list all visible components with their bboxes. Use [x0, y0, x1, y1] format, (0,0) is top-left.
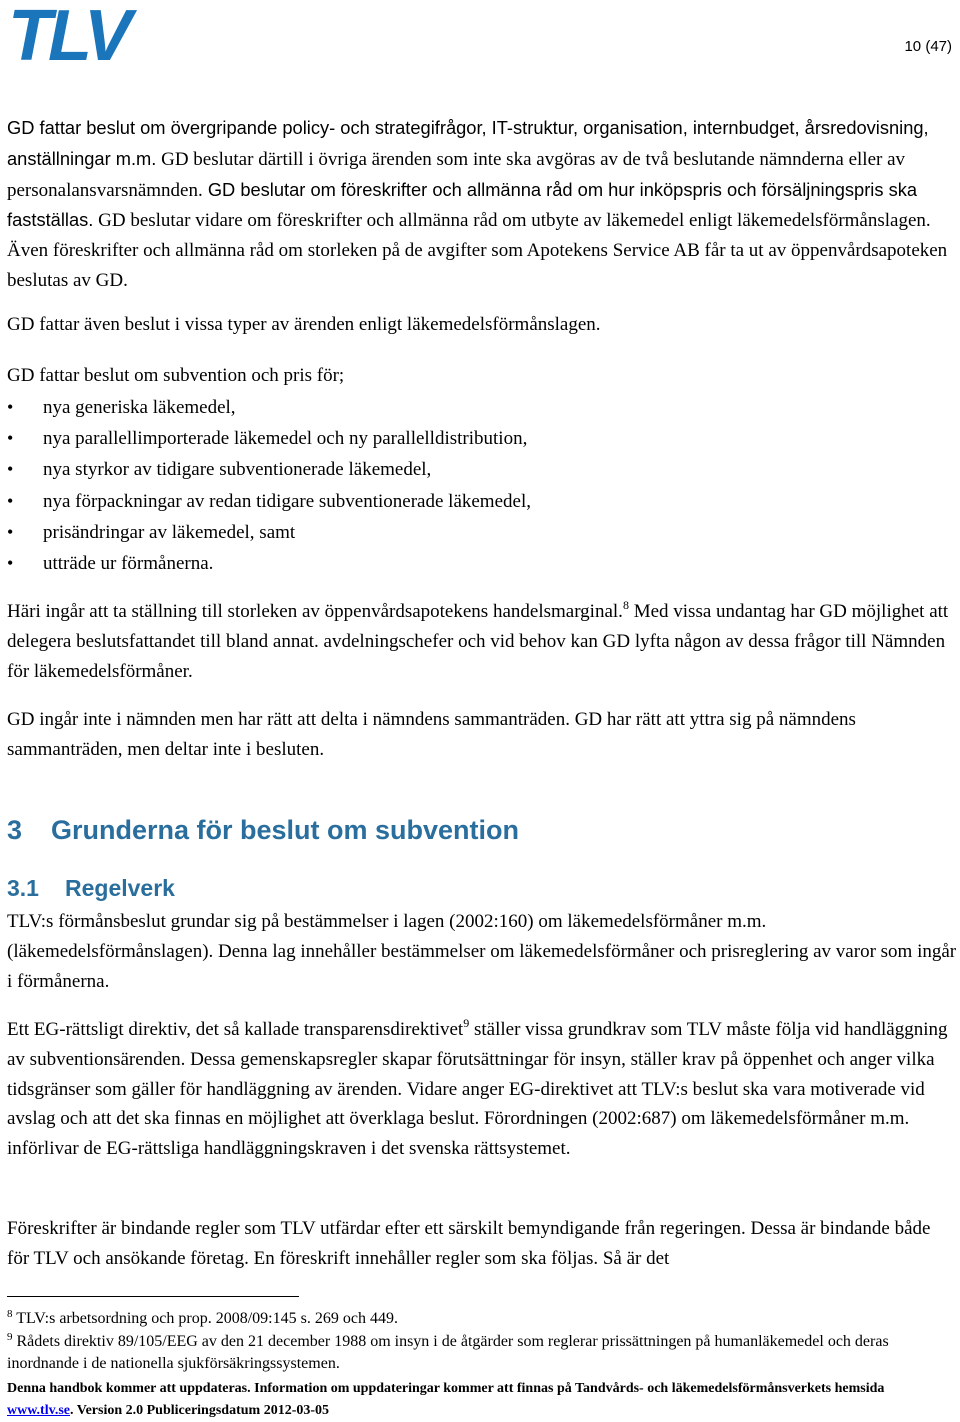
subsection-title: Regelverk — [65, 875, 175, 901]
bullet-list — [7, 392, 947, 579]
text-segment: Ett EG-rättsligt direktiv, det så kallade transparensdirektivet — [7, 1019, 464, 1040]
list-item: • prisändringar av läkemedel, samt — [7, 517, 947, 548]
paragraph-subvention-intro: GD fattar beslut om subvention och pris för; — [7, 365, 345, 386]
footnote-ref[interactable]: 8 — [622, 598, 629, 612]
paragraph-transparensdirektiv — [7, 1015, 957, 1164]
section-title: Grunderna för beslut om subvention — [51, 815, 520, 845]
website-link[interactable]: www.tlv.se — [7, 1403, 70, 1418]
list-item: • utträde ur förmånerna. — [7, 548, 947, 579]
list-item: • nya parallellimporterade läkemedel och ny parallelldistribution, — [7, 423, 947, 454]
list-item: • nya förpackningar av redan tidigare subventionerade läkemedel, — [7, 486, 947, 517]
subsection-heading — [7, 875, 175, 902]
text-segment: Med vissa undantag har GD möjlighet att delegera beslutsfattandet till bland annat. avdelningschefer och vid behov kan GD lyfta någon av dessa frågor till Nämnden för läkemedelsförmåner. — [7, 601, 949, 682]
page-number: 10 (47) — [904, 38, 952, 55]
section-heading — [7, 815, 519, 846]
footnote-text: Rådets direktiv 89/105/EEG av den 21 december 1988 om insyn i de åtgärder som reglerar prissättningen på humanläkemedel och deras inordnande i de nationella sjukförsäkringssystemen. — [7, 1333, 889, 1372]
footer-text: . Version 2.0 Publiceringsdatum 2012-03-05 — [70, 1403, 330, 1418]
text-segment: GD beslutar vidare om föreskrifter och allmänna råd om utbyte av läkemedel enligt läkemedelsförmånslagen. Även föreskrifter och allmänna råd om storleken på de avgifter som Apotekens Service AB får ta ut av öppenvårdsapoteken beslutas av GD. — [7, 210, 948, 291]
footnote-number: 9 — [7, 1331, 13, 1343]
footnote-divider — [7, 1296, 299, 1297]
paragraph-gd-responsibilities — [7, 113, 957, 296]
paragraph-regelverk: TLV:s förmånsbeslut grundar sig på bestämmelser i lagen (2002:160) om läkemedelsförmåner m.m. (läkemedelsförmånslagen). Denna lag innehåller bestämmelser om läkemedelsförmåner och prisreglering av varor som ingår i förmånerna. — [7, 911, 957, 992]
svg-text:TLV: TLV — [8, 2, 129, 64]
paragraph-handelsmarginal — [7, 597, 957, 686]
text-segment: GD fattar beslut om övergripande policy- och strategifrågor, IT-struktur, organisation, internbudget, årsredovisning, anställningar m.m. — [7, 117, 929, 169]
footnote — [7, 1331, 947, 1375]
page-footer — [7, 1378, 947, 1422]
footer-text: Denna handbok kommer att uppdateras. Information om uppdateringar kommer att finnas på Tandvårds- och läkemedelsförmånsverkets hemsida — [7, 1381, 885, 1396]
section-number: 3 — [7, 815, 23, 845]
paragraph-foreskrifter: Föreskrifter är bindande regler som TLV utfärdar efter ett särskilt bemyndigande från regeringen. Dessa är bindande både för TLV och ansökande företag. En föreskrift innehåller regler som ska följas. Så är det — [7, 1218, 931, 1269]
subsection-number: 3.1 — [7, 875, 39, 901]
text-segment: Häri ingår att ta ställning till storleken av öppenvårdsapotekens handelsmarginal. — [7, 601, 623, 622]
text-segment: ställer vissa grundkrav som TLV måste följa vid handläggning av subventionsärenden. Dessa gemenskapsregler skapar förutsättningar för insyn, ställer krav på öppenhet och anger vilka tidsgränser som gäller för handläggning av ärenden. Vidare anger EG-direktivet att TLV:s beslut ska vara motiverade vid avslag och att det ska finnas en möjlighet att överklaga beslut. Förordningen (2002:687) om läkemedelsförmåner m.m. införlivar de EG-rättsliga handläggningskraven i det svenska rättsystemet. — [7, 1019, 948, 1160]
text-segment: GD beslutar om föreskrifter och allmänna råd om hur inköpspris och försäljningspris ska fastställas. — [7, 178, 918, 231]
text-segment: GD beslutar därtill i övriga ärenden som inte ska avgöras av de två beslutande nämnderna eller av personalansvarsnämnden. — [7, 148, 906, 201]
paragraph-gd-namnden: GD ingår inte i nämnden men har rätt att delta i nämndens sammanträden. GD har rätt att yttra sig på nämndens sammanträden, men deltar inte i besluten. — [7, 709, 856, 760]
list-item: • nya styrkor av tidigare subventionerade läkemedel, — [7, 454, 947, 485]
footnote-ref[interactable]: 9 — [463, 1016, 470, 1030]
list-item: • nya generiska läkemedel, — [7, 392, 947, 423]
footnote-number: 8 — [7, 1308, 13, 1320]
tlv-logo — [8, 2, 148, 64]
footnote — [7, 1308, 947, 1330]
paragraph-gd-decisions: GD fattar även beslut i vissa typer av ärenden enligt läkemedelsförmånslagen. — [7, 314, 601, 335]
footnote-text: TLV:s arbetsordning och prop. 2008/09:145 s. 269 och 449. — [12, 1310, 398, 1327]
